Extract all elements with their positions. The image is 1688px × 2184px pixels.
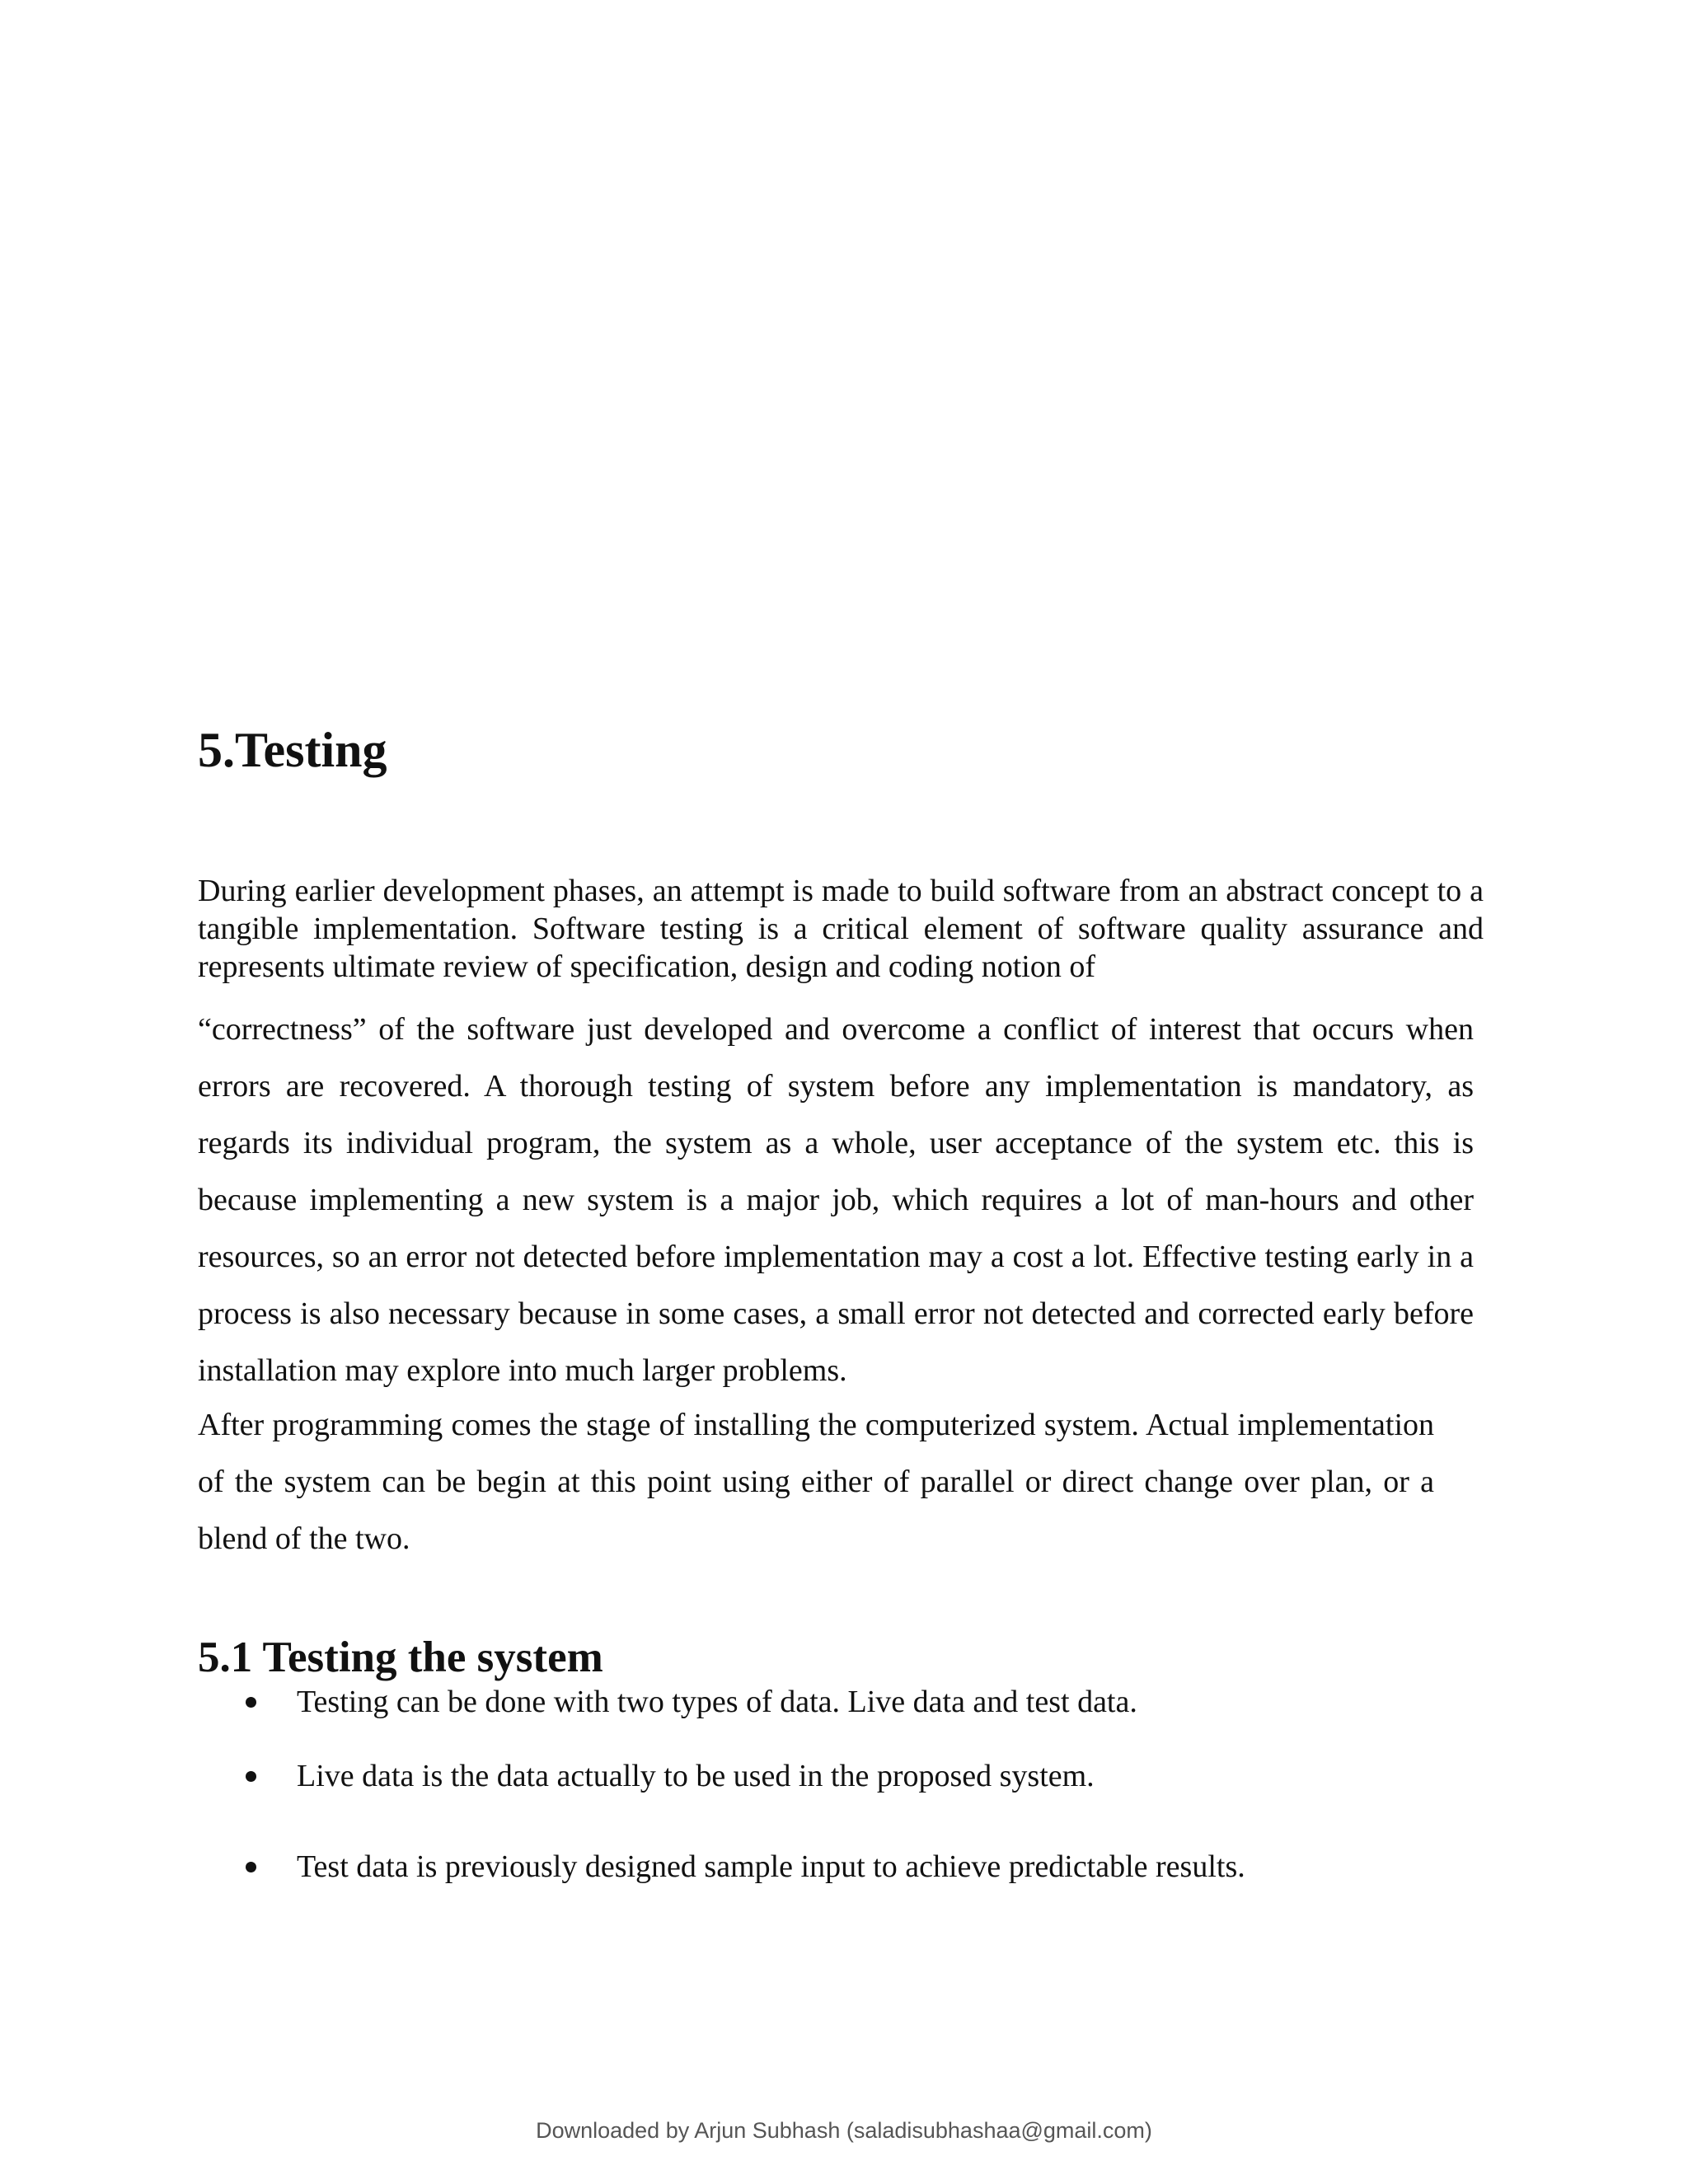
list-item: [198, 1842, 1517, 1891]
paragraph-intro: During earlier development phases, an attempt is made to build software from an abstract concept to a tangible implementation. Software testing is a critical element of software quality assurance and represents ultimate review of specification, design and coding notion of: [198, 874, 1484, 984]
list-item: [198, 1751, 1517, 1801]
chapter-heading: 5.Testing: [198, 723, 387, 777]
list-item-text: Live data is the data actually to be used in the proposed system.: [297, 1759, 1095, 1793]
paragraph-correctness: “correctness” of the software just developed and overcome a conflict of interest that occurs when errors are recovered. A thorough testing of system before any implementation is mandatory, as regards its individual program, the system as a whole, user acceptance of the system etc. this is because implementing a new system is a major job, which requires a lot of man-hours and other resources, so an error not detected before implementation may a cost a lot. Effective testing early in a process is also necessary because in some cases, a small error not detected and corrected early before installation may explore into much larger problems.: [198, 1012, 1474, 1388]
bullet-icon: [246, 1771, 256, 1782]
download-footer: Downloaded by Arjun Subhash (saladisubhashaa@gmail.com): [536, 2118, 1152, 2143]
section-heading: 5.1 Testing the system: [198, 1633, 603, 1681]
list-item-text: Test data is previously designed sample input to achieve predictable results.: [297, 1849, 1245, 1884]
list-item: [198, 1677, 1517, 1727]
list-item-text: Testing can be done with two types of data. Live data and test data.: [297, 1685, 1137, 1719]
paragraph-installation: After programming comes the stage of installing the computerized system. Actual implementation of the system can be begin at this point using either of parallel or direct change over plan, or a blend of the two.: [198, 1408, 1434, 1556]
bullet-icon: [246, 1697, 256, 1708]
bullet-icon: [246, 1862, 256, 1872]
